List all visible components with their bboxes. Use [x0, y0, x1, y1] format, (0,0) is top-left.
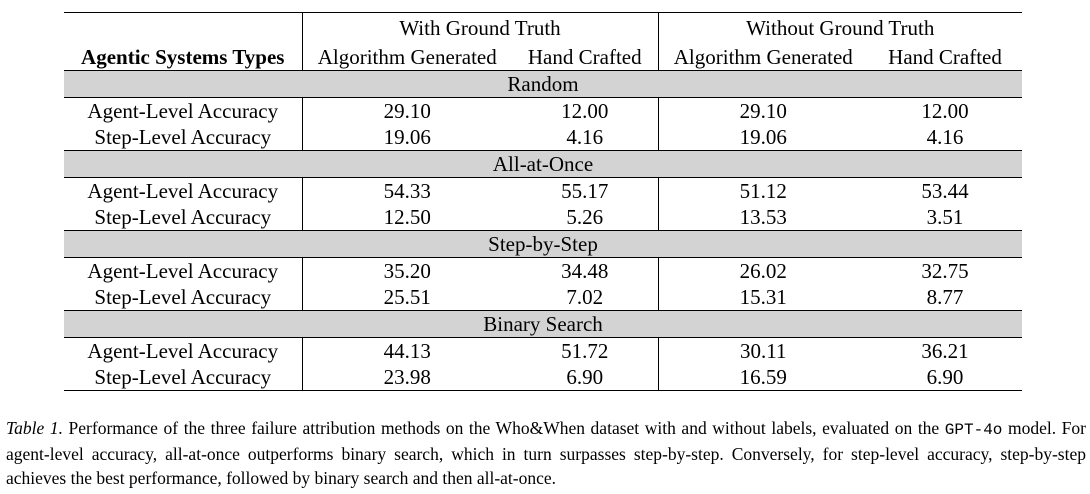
value-cell: 53.44 — [921, 179, 969, 203]
section-row — [64, 151, 1022, 178]
empty-corner-cell — [64, 13, 302, 44]
section-title: All-at-Once — [64, 151, 1022, 178]
value-cell: 12.00 — [921, 99, 969, 123]
table-row — [64, 204, 1022, 231]
value-cell: 19.06 — [739, 125, 787, 149]
value-cell: 55.17 — [512, 178, 658, 205]
value-cell: 44.13 — [383, 339, 431, 363]
section-row — [64, 231, 1022, 258]
results-table — [64, 12, 1022, 391]
value-cell: 6.90 — [512, 364, 658, 391]
row-label: Step-Level Accuracy — [64, 204, 302, 231]
row-label: Step-Level Accuracy — [64, 284, 302, 311]
value-cell: 26.02 — [739, 259, 787, 283]
value-cell: 19.06 — [383, 125, 431, 149]
value-cell: 34.48 — [512, 258, 658, 285]
section-title: Random — [64, 71, 1022, 98]
table-row — [64, 338, 1022, 365]
value-cell: 32.75 — [921, 259, 969, 283]
value-cell: 4.16 — [926, 125, 964, 149]
row-label: Agent-Level Accuracy — [64, 258, 302, 285]
caption-model-name: GPT-4o — [944, 421, 1003, 439]
table-row — [64, 178, 1022, 205]
table-caption — [6, 416, 1086, 490]
value-cell: 13.53 — [739, 205, 787, 229]
caption-text-part1: Performance of the three failure attribution methods on the Who&When dataset with and without labels, evaluated on the — [62, 418, 945, 438]
value-cell: 29.10 — [739, 99, 787, 123]
value-cell: 6.90 — [926, 365, 964, 389]
value-cell: 23.98 — [383, 365, 431, 389]
group-header-with-ground-truth: With Ground Truth — [302, 13, 658, 44]
group-header-row — [64, 13, 1022, 44]
section-title: Binary Search — [64, 311, 1022, 338]
row-label: Step-Level Accuracy — [64, 364, 302, 391]
row-label: Agent-Level Accuracy — [64, 338, 302, 365]
row-label: Step-Level Accuracy — [64, 124, 302, 151]
row-label: Agent-Level Accuracy — [64, 178, 302, 205]
value-cell: 36.21 — [921, 339, 969, 363]
row-label: Agent-Level Accuracy — [64, 98, 302, 125]
sub-header: Algorithm Generated — [673, 44, 853, 69]
value-cell: 54.33 — [383, 179, 431, 203]
value-cell: 15.31 — [739, 285, 787, 309]
value-cell: 12.50 — [383, 205, 431, 229]
group-header-without-ground-truth: Without Ground Truth — [746, 16, 935, 40]
table-row — [64, 124, 1022, 151]
caption-label: Table 1. — [6, 418, 63, 438]
sub-header-row — [64, 43, 1022, 71]
value-cell: 5.26 — [512, 204, 658, 231]
caption-text-part2: model. For agent-level accuracy, all-at-once outperforms binary search, which in turn surpasses step-by-step. Conversely, for step-level accuracy, step-by-step achieves the best performance, followed by binary search and then all-at-once. — [6, 418, 1086, 488]
value-cell: 16.59 — [739, 365, 787, 389]
sub-header: Hand Crafted — [512, 43, 658, 71]
table-row — [64, 364, 1022, 391]
section-row — [64, 71, 1022, 98]
value-cell: 4.16 — [512, 124, 658, 151]
value-cell: 29.10 — [383, 99, 431, 123]
section-row — [64, 311, 1022, 338]
sub-header: Hand Crafted — [888, 44, 1002, 69]
row-header-label: Agentic Systems Types — [64, 43, 302, 71]
value-cell: 51.12 — [739, 179, 787, 203]
value-cell: 35.20 — [383, 259, 431, 283]
table-row — [64, 258, 1022, 285]
table-row — [64, 98, 1022, 125]
value-cell: 8.77 — [926, 285, 964, 309]
value-cell: 7.02 — [512, 284, 658, 311]
value-cell: 51.72 — [512, 338, 658, 365]
value-cell: 25.51 — [383, 285, 431, 309]
value-cell: 30.11 — [740, 339, 787, 363]
table-row — [64, 284, 1022, 311]
value-cell: 12.00 — [512, 98, 658, 125]
sub-header: Algorithm Generated — [317, 44, 497, 69]
value-cell: 3.51 — [926, 205, 964, 229]
section-title: Step-by-Step — [64, 231, 1022, 258]
